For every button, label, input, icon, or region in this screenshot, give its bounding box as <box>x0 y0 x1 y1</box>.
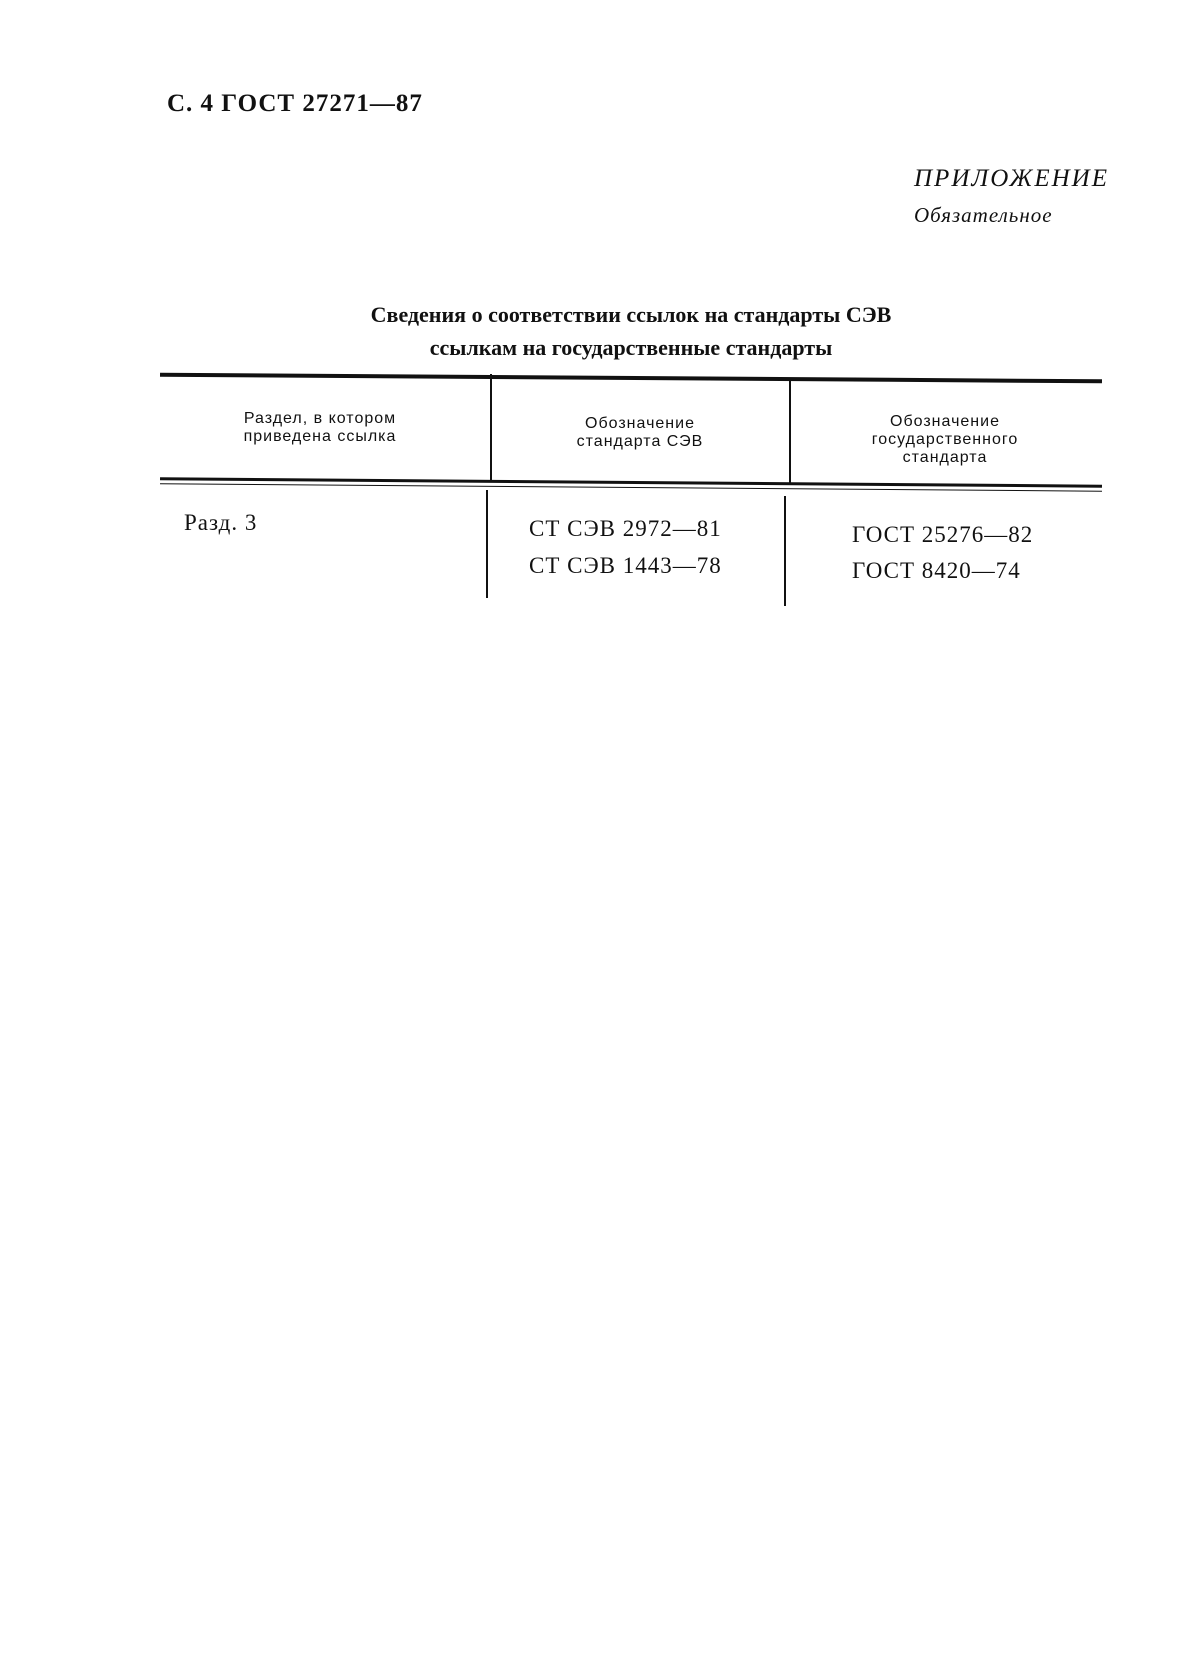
header-line: Обозначение <box>890 413 1000 430</box>
column-divider <box>486 490 488 598</box>
section-cell: Разд. 3 <box>184 510 258 535</box>
header-line: приведена ссылка <box>243 428 397 445</box>
page-header: С. 4 ГОСТ 27271—87 <box>167 90 423 117</box>
header-line: Раздел, в котором <box>243 410 397 427</box>
header-line: Обозначение <box>585 415 695 432</box>
column-header-cmea-standard <box>495 415 785 451</box>
column-divider <box>784 496 786 606</box>
state-standard-cell: ГОСТ 8420—74 <box>852 558 1021 583</box>
state-standard-cell: ГОСТ 25276—82 <box>852 522 1034 547</box>
header-line: стандарта <box>902 449 988 466</box>
column-divider <box>789 380 791 484</box>
column-header-state-standard <box>795 413 1095 467</box>
header-line: стандарта СЭВ <box>576 433 704 450</box>
column-header-section <box>170 410 470 446</box>
column-divider <box>490 374 492 480</box>
header-line: государственного <box>871 431 1019 448</box>
table-top-rule <box>160 373 1102 384</box>
appendix-status: Обязательное <box>914 203 1053 227</box>
table-title-line-2: ссылкам на государственные стандарты <box>429 335 833 360</box>
appendix-label: ПРИЛОЖЕНИЕ <box>914 165 1109 192</box>
cmea-standard-cell: СТ СЭВ 2972—81 <box>529 516 722 541</box>
table-title-line-1: Сведения о соответствии ссылок на стандарты СЭВ <box>370 302 892 327</box>
cmea-standard-cell: СТ СЭВ 1443—78 <box>529 553 722 578</box>
